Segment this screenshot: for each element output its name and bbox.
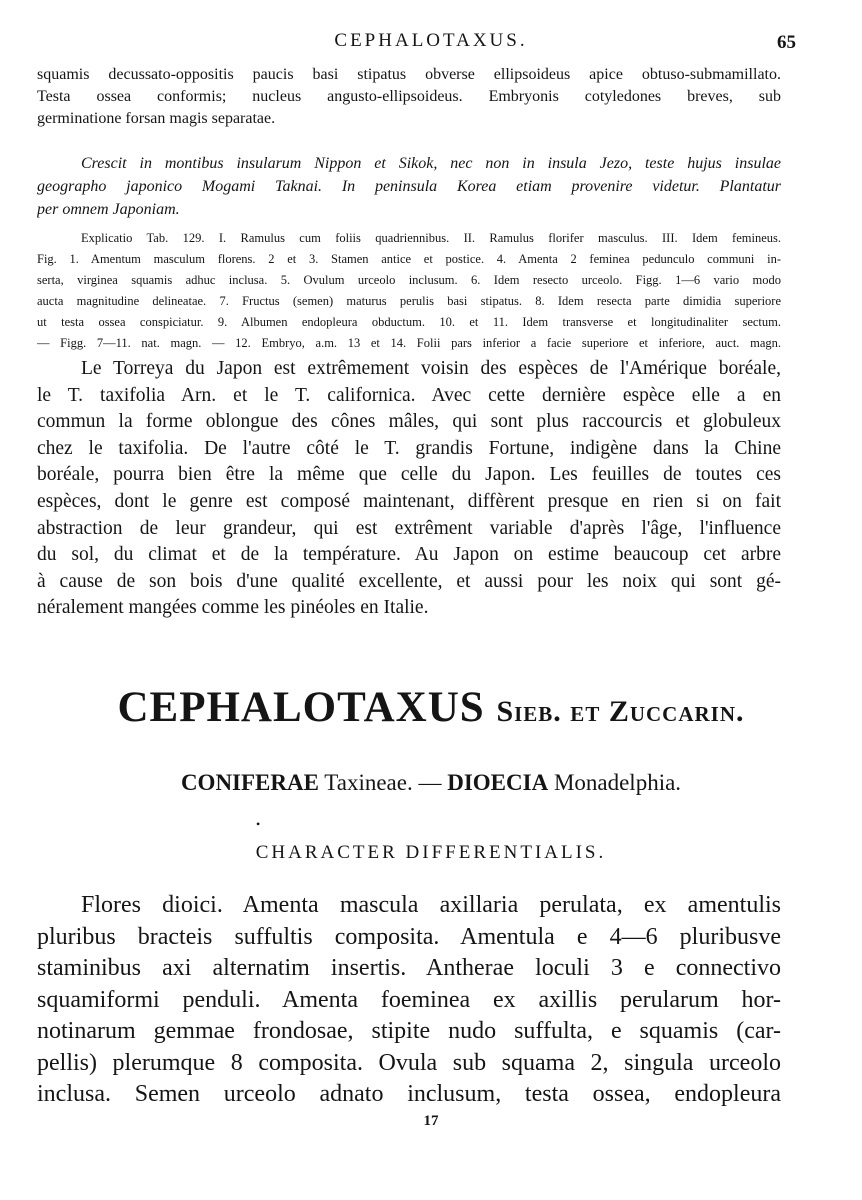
text-line: serta, virginea squamis adhuc inclusa. 5. Ovulum urceolo inclusum. 6. Idem resecto urceolo. Figg. 1—6 vario modo	[37, 273, 781, 287]
running-title: CEPHALOTAXUS.	[334, 30, 528, 51]
class-name: DIOECIA	[447, 770, 549, 795]
text-line: — Figg. 7—11. nat. magn. — 12. Embryo, a.m. 13 et 14. Folii pars inferior a facie superiore et inferiore, auct. magn.	[37, 336, 781, 350]
plate-explanation-paragraph	[37, 228, 781, 354]
ornament-dot: •	[256, 817, 261, 831]
text-line: abstraction de leur grandeur, qui est extrêment variable d'après l'âge, l'influence	[37, 517, 781, 539]
text-line: Flores dioici. Amenta mascula axillaria perulata, ex amentulis	[81, 892, 781, 918]
genus-heading	[0, 683, 862, 732]
genus-name: CEPHALOTAXUS	[117, 684, 485, 731]
text-line: Fig. 1. Amentum masculum florens. 2 et 3. Stamen antice et postice. 4. Amenta 2 feminea pedunculo communi in-	[37, 252, 781, 266]
page-number: 65	[777, 32, 796, 53]
text-line: à cause de son bois d'une qualité excellente, et aussi pour les noix qui sont gé-	[37, 570, 781, 592]
habitat-paragraph	[37, 152, 781, 221]
description-paragraph	[37, 64, 781, 130]
order-name: Monadelphia.	[553, 770, 682, 795]
text-line: squamis decussato-oppositis paucis basi stipatus obverse ellipsoideus apice obtuso-submamillato.	[37, 66, 781, 83]
text-line: squamiformi penduli. Amenta foeminea ex axillis perularum hor-	[37, 986, 781, 1013]
character-paragraph	[37, 890, 781, 1111]
text-line: pluribus bracteis suffultis composita. Amentula e 4—6 pluribusve	[37, 923, 781, 950]
text-line: chez le taxifolia. De l'autre côté le T. grandis Fortune, indigène dans la Chine	[37, 437, 781, 459]
text-line: Explicatio Tab. 129. I. Ramulus cum foliis quadriennibus. II. Ramulus florifer masculus. III. Idem femineus.	[81, 231, 781, 245]
section-heading: CHARACTER DIFFERENTIALIS.	[255, 842, 607, 863]
text-line: geographo japonico Mogami Taknai. In peninsula Korea etiam provenire videtur. Plantatur	[37, 178, 781, 195]
text-line: ut testa ossea conspiciatur. 9. Albumen endopleura obductum. 10. et 11. Idem transverse et longitudinaliter sectum.	[37, 315, 781, 329]
text-line: Le Torreya du Japon est extrêmement voisin des espèces de l'Amérique boréale,	[81, 358, 781, 379]
family-name: CONIFERAE	[180, 770, 319, 795]
text-line: le T. taxifolia Arn. et le T. californica. Avec cette dernière espèce elle a en	[37, 384, 781, 406]
tribe-name: Taxineae.	[324, 770, 413, 795]
text-line: per omnem Japoniam.	[37, 201, 180, 218]
text-line: du sol, du climat et de la température. Au Japon on estime beaucoup cet arbre	[37, 544, 781, 566]
text-line: boréale, pourra bien être la même que celle du Japon. Les feuilles de toutes ces	[37, 464, 781, 486]
text-line: espèces, dont le genre est composé maintenant, diffèrent presque en rien si on fait	[37, 490, 781, 512]
text-line: aucta magnitudine delineatae. 7. Fructus (semen) maturus perulis basi stipatus. 8. Idem resecta parte dimidia superiore	[37, 294, 781, 308]
text-line: inclusa. Semen urceolo adnato inclusum, testa ossea, endopleura	[37, 1081, 781, 1107]
text-line: Crescit in montibus insularum Nippon et Sikok, nec non in insula Jezo, teste hujus insulae	[81, 155, 781, 172]
text-line: germinatione forsan magis separatae.	[37, 110, 276, 127]
text-line: néralement mangées comme les pinéoles en Italie.	[37, 597, 429, 619]
text-line: commun la forme oblongue des cônes mâles, qui sont plus raccourcis et globuleux	[37, 411, 781, 433]
text-line: pellis) plerumque 8 composita. Ovula sub squama 2, singula urceolo	[37, 1049, 781, 1076]
text-line: notinarum gemmae frondosae, stipite nudo suffulta, e squamis (car-	[37, 1018, 781, 1044]
classification-line	[0, 770, 862, 796]
text-line: staminibus axi alternatim insertis. Antherae loculi 3 e connectivo	[37, 955, 781, 981]
signature-mark: 17	[423, 1113, 439, 1129]
french-commentary-paragraph	[37, 356, 781, 622]
classification-dash: —	[418, 770, 442, 795]
genus-authority: Sieb. et Zuccarin.	[496, 695, 745, 728]
text-line: Testa ossea conformis; nucleus angusto-ellipsoideus. Embryonis cotyledones breves, sub	[37, 88, 781, 105]
